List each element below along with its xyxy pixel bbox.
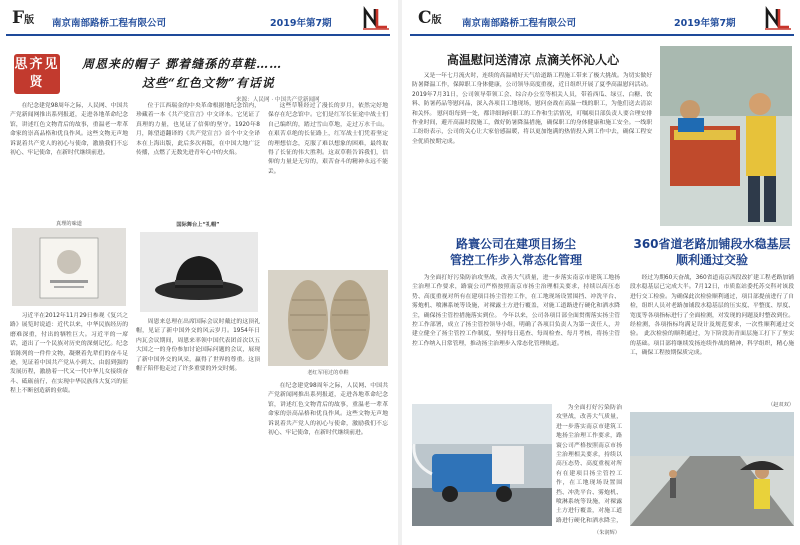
photo-sandals	[268, 270, 388, 366]
article2-body-cont: 为全面打好污染防治攻坚战，改善大气质量，进一步落实南京市建筑工地扬尘治理工作要求，路寰公司严格按照南京市扬尘治理相关要求，持续以高压态势、高度重视对所有在建项目扬尘管控工作，在工地现场设置围挡、冲洗平台、雾炮机、喷淋系统等设施，对裸露土方进行覆盖，对施工道路进行硬化和洒水降尘，	[556, 405, 622, 524]
article3-body: 经过为期60天奋战，360省道南京西段改扩建工程老路加铺段水稳基层已完成大半。7月12日，市质监站委托苏交科对该段进行交工检验。为确保此次检验顺利通过，项目部提前进行了自检，组织人员对老路加铺段水稳基层的压实度、平整度、厚度、宽度等各项指标进行了全面检测，对发现的问题及时整改到位。经检测，各项指标均满足设计及规范要求，一次性顺利通过交验。 此次检验的顺利通过，为下阶段沥青面层施工打下了坚实的基础。项目部将继续发扬连续作战的精神，科学组织，精心施工，确保工程按期保质完成。	[630, 275, 794, 357]
company-name: 南京南部路桥工程有限公司	[52, 18, 167, 29]
headline-line-2: 这些“红色文物”有话说	[142, 76, 275, 90]
edition-letter: C版	[418, 8, 442, 28]
photo-workers	[660, 46, 792, 226]
nl-logo-icon	[764, 5, 792, 31]
photo-sprinkler	[412, 404, 552, 526]
page-f	[0, 0, 396, 545]
photo-book-caption: 真理的味道	[56, 221, 82, 227]
header-rule	[410, 34, 794, 36]
article3-author: （赵双双）	[768, 402, 794, 408]
edition-letter: F版	[12, 8, 35, 28]
article-body-col2b: 周恩来总理在出席国际会议时戴过的这顶礼帽，见证了新中国外交的风云岁月。1954年日内瓦会议期间，周恩来率领中国代表团首次以五大国之一的身份参加讨论国际问题的会议，展现了新中国外交的风采，赢得了世界的尊重。这顶帽子陪伴他走过了许多重要的外交时刻。	[136, 319, 260, 372]
seal-icon: 思齐见贤	[14, 54, 60, 94]
headline-line-1: 周恩来的帽子 鄧着缝孫的草鞋……	[82, 57, 283, 71]
photo-book	[12, 228, 126, 306]
byline: 来源：人民网 · 中国共产党新闻网	[236, 97, 320, 103]
company-name: 南京南部路桥工程有限公司	[462, 18, 577, 29]
gutter	[398, 0, 402, 545]
photo-road-inspection	[630, 412, 794, 526]
article-body-col1b: 习近平在2012年11月29日参观《复兴之路》展览时说道：近代以来，中华民族经历的磨难深重，付出的牺牲巨大。习近平的一席话，道出了一个民族对历史的深刻记忆。纪念馆陈列的一件件文物，凝聚着先辈们的奋斗足迹，见证着中国共产党从小到大、由弱到强的发展历程，激励着一代又一代中华儿女接续奋斗、砥砺前行，在实现中华民族伟大复兴的征程上不断创造新的业绩。	[10, 313, 128, 395]
article2-body: 为全面打好污染防治攻坚战，改善大气质量，进一步落实南京市建筑工地扬尘治理工作要求，路寰公司严格按照南京市扬尘治理相关要求，持续以高压态势、高度重视对所有在建项目扬尘管控工作，在工地现场设置围挡、冲洗平台、雾炮机、喷淋系统等设施，对裸露土方进行覆盖，对施工道路进行硬化和洒水降尘，确保扬尘管控措施落实到位。 今年以来，公司各项目部全面贯彻落实扬尘管控工作部署，成立了扬尘管控领导小组，明确了各项目负责人为第一责任人，并建立健全了扬尘管控工作制度，坚持每日巡查、每周检查、每月考核，将扬尘管控工作纳入日常管理，推动扬尘治理步入常态化管理轨道。	[412, 275, 620, 347]
article-body-col3b: 在纪念建党98周年之际，人民网、中国共产党新闻网推出系列报道，走进各地革命纪念馆，讲述红色文物背后的故事，重温老一辈革命家的崇高品格和优良作风。这些文物无声地诉说着共产党人的初心与使命，激励我们不忘初心、牢记使命，在新时代继续前进。	[268, 383, 388, 436]
nl-logo-icon	[362, 5, 390, 31]
article1-title: 高温慰问送清凉 点滴关怀沁人心	[446, 53, 620, 67]
photo-hat-caption: 国际舞台上“礼帽”	[176, 222, 220, 228]
photo-sandals-caption: 老红军用过的草鞋	[307, 370, 349, 376]
article-body-col1: 在纪念建党98周年之际，人民网、中国共产党新闻网推出系列报道，走进各地革命纪念馆，讲述红色文物背后的故事，重温老一辈革命家的崇高品格和优良作风。这些文物无声地诉说着共产党人的初心与使命，激励我们不忘初心、牢记使命，在新时代继续前进。	[10, 103, 128, 156]
header-rule	[6, 34, 390, 36]
article2-title-line2: 管控工作步入常态化管理	[449, 253, 582, 267]
article1-body: 又是一年七月流火时，连续的高温晴好天气给道路工程施工带来了极大挑战。为切实做好防暑降温工作，保障职工身体健康，公司领导高度重视，近日组织开展了夏季高温慰问活动。2019年7月31日，公司领导带领工会、综合办公室等相关人员，带着西瓜、绿豆、白糖、饮料、防暑药品等慰问品，深入各项目工地现场，慰问奋战在高温一线的职工，为他们送去清凉和关怀。 慰问组每到一处，都详细询问职工的工作和生活情况，叮嘱项目部负责人要合理安排作业时间，避开高温时段施工，做好防暑降温措施，确保职工的身体健康和施工安全。一线职工纷纷表示，公司的关心让大家倍感温暖，将以更加饱满的热情投入到工作中去，确保工程安全优质按期完成。	[412, 73, 652, 145]
article2-title-line1: 路寰公司在建项目扬尘	[455, 237, 576, 251]
photo-hat	[140, 232, 258, 312]
page-c	[404, 0, 800, 545]
issue-number: 2019年第7期	[674, 18, 736, 29]
article3-title-line2: 顺利通过交验	[675, 253, 748, 267]
article-body-col3: 这些草鞋经过了漫长的岁月，依然完好地保存在纪念馆中。它们是红军长征途中战士们自己编织的，踏过雪山草地，走过万水千山。在艰苦卓绝的长征路上，红军战士们凭着坚定的理想信念，克服了难以想象的困难，最终取得了长征的伟大胜利。这双草鞋告诉我们，信仰的力量是无穷的，艰苦奋斗的精神永远不能丢。	[268, 103, 388, 175]
issue-number: 2019年第7期	[270, 18, 332, 29]
article2-author: （朱润辉）	[594, 530, 620, 536]
article3-title-line1: 360省道老路加铺段水稳基层	[633, 237, 791, 251]
page-header	[0, 0, 396, 38]
article-body-col2: 位于江西瑞金的中央革命根据地纪念馆内，珍藏着一本《共产党宣言》中文译本。它见证了真理的力量，也见证了信仰的坚守。1920年8月，陈望道翻译的《共产党宣言》首个中文全译本在上海出版，此后多次再版，在中国大地广泛传播，点燃了无数先进青年心中的火焰。	[136, 103, 260, 156]
page-header	[404, 0, 800, 38]
